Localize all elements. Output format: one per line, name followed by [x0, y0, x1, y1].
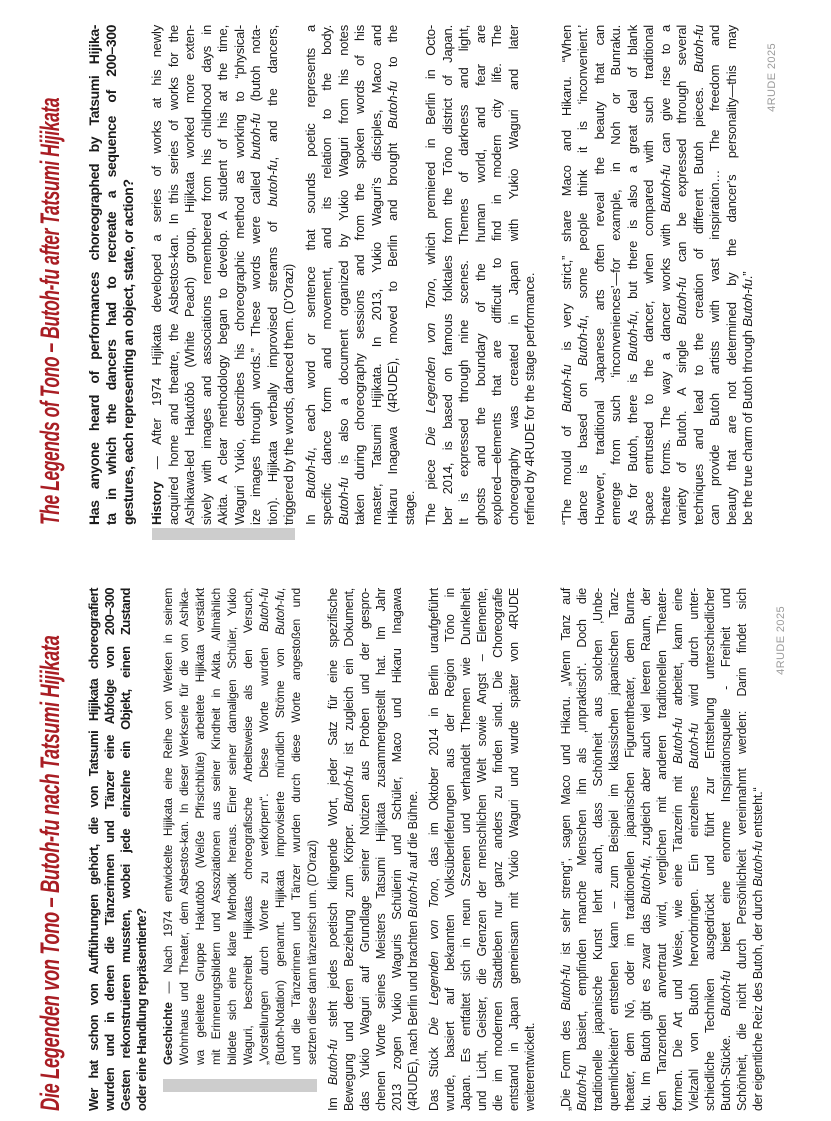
- text-line: can provide Butoh artists with vast inspiration… The freedom and: [707, 25, 722, 525]
- text-line: Waguri, beschreibt Hijikatas choreografische Arbeitsweise als den Versuch,: [241, 588, 255, 1065]
- text-line: Japan. Es entfaltet sich in neun Szenen und verhandelt Themen wie Dunkelheit: [459, 588, 473, 1111]
- text-line: formen. Die Art und Weise, wie eine Tänzerin mit Butoh-fu arbeitet, kann eine: [671, 588, 685, 1111]
- text-line: (4RUDE), nach Berlin und brachten Butoh-fu auf die Bühne.: [406, 790, 420, 1111]
- text-line: As for Butoh, there is Butoh-fu, but there is also a great deal of blank: [624, 25, 640, 525]
- text-line: History — After 1974 Hijikata developed a series of works at his newly: [149, 25, 164, 525]
- body-paragraphs-english: [149, 25, 757, 525]
- text-line: triggered by the words, danced them. (D’Orazi): [281, 263, 296, 525]
- text-line: Das Stück Die Legenden von Tono, das im Oktober 2014 in Berlin uraufgeführt: [427, 588, 441, 1111]
- text-line: oder eine Handlung repräsentierte?: [134, 908, 149, 1111]
- footer-mark-english: 4RUDE 2025: [765, 43, 778, 112]
- text-line: 2013 zogen Yukio Waguris Schülerin und Schüler, Maco und Hikaru Inagawa: [390, 588, 404, 1111]
- article-title-english: [30, 25, 70, 525]
- text-line: chenen Worte seines Meisters Tatsumi Hijikata zusammengestellt hat. Im Jahr: [374, 588, 388, 1111]
- text-line: die im modernen Stadtleben nur ganz anders zu finden sind. Die Choreografie: [491, 588, 505, 1111]
- text-line: Gesten rekonstruieren mussten, wobei jede einzelne ein Objekt, einen Zustand: [118, 588, 133, 1111]
- text-line: dance is based on Butoh-fu, some people think it is ‘inconvenient.’: [575, 25, 590, 525]
- margin-bar: [152, 528, 295, 540]
- text-line: acquired home and theatre, the Asbestos-kan. In this series of works for the: [165, 25, 181, 525]
- text-line: und Licht, Geister, die Grenzen der menschlichen Welt sowie Angst – Elemente,: [475, 588, 489, 1111]
- text-line: It is expressed through nine scenes. Themes of darkness and light,: [456, 25, 471, 525]
- text-line: Has anyone heard of performances choreographed by Tatsumi Hijika-: [86, 25, 102, 525]
- text-line: Vielzahl von Butoh hervorbringen. Ein einzelnes Butoh-fu wird durch unter-: [687, 588, 701, 1111]
- paragraph-history: [149, 25, 298, 525]
- text-line: Geschichte — Nach 1974 entwickelte Hijikata eine Reihe von Werken in seinem: [161, 588, 175, 1065]
- text-line: tion). Hijikata verbally improvised streams of butoh-fu, and the dancers,: [264, 25, 280, 525]
- text-line: der eigentliche Reiz des Butoh, der durch Butoh-fu entsteht.“: [751, 787, 765, 1111]
- text-line: weiterentwickelt.: [523, 1022, 537, 1111]
- text-line: Butoh-fu is also a document organized by Yukio Waguri from his notes: [335, 25, 351, 525]
- text-line: Waguri Yukio, describes his choreographic method as working to “physical-: [231, 25, 247, 525]
- paragraph-das-stueck: [426, 588, 538, 1111]
- text-line: Hikaru Inagawa (4RUDE), moved to Berlin and brought Butoh-fu to the: [385, 25, 400, 525]
- article-german: [0, 588, 787, 1111]
- text-line: wurde, basiert auf bekannten Volksüberlieferungen aus der Region Tōno in: [443, 588, 457, 1111]
- text-line: setzten diese dann tänzerisch um. (D’Orazi): [305, 840, 319, 1065]
- text-line: gestures, each representing an object, state, or action?: [120, 179, 136, 525]
- text-line: „Die Form des Butoh-fu ist sehr streng“, sagen Maco und Hikaru. „Wenn Tanz auf: [559, 588, 573, 1111]
- text-line: explored—elements that are difficult to find in modern city life. The: [489, 25, 504, 525]
- body-paragraphs-german: [160, 588, 766, 1111]
- text-line: Im Butoh-fu steht jedes poetisch klingende Wort, jeder Satz für eine spezifische: [326, 588, 340, 1111]
- text-line: Butoh-Stücke. Butoh-fu bietet eine enorme Inspirationsquelle - Freiheit und: [719, 588, 733, 1111]
- paragraph-in-butoh-fu: [303, 25, 419, 525]
- text-line: Ashikawa-led Hakutōbō (White Peach) group, Hijikata worked more exten-: [182, 25, 197, 525]
- text-line: refined by 4RUDE for the stage performance.: [522, 272, 537, 525]
- footer-mark-german: 4RUDE 2025: [775, 606, 787, 675]
- paragraph-im-butoh-fu: [325, 588, 421, 1111]
- text-line: (Butoh-Notation) genannt. Hijikata improvisierte mündlich Ströme von Butoh-fu,: [273, 588, 287, 1065]
- text-line: bildete sich eine klare Methodik heraus. Einer seiner damaligen Schüler, Yukio: [225, 588, 239, 1065]
- text-line: choreography was created in Japan with Yukio Waguri and later: [505, 25, 521, 525]
- article-title-german: [30, 588, 70, 1111]
- text-line: traditionelle japanische Kunst lehrt auch, dass Schönheit aus solchen ‚Unbe-: [591, 588, 605, 1111]
- text-line: The piece Die Legenden von Tono, which premiered in Berlin in Octo-: [423, 24, 438, 525]
- text-line: ku. Im Butoh gibt es zwar das Butoh-fu, zugleich aber auch viel leeren Raum, der: [639, 588, 653, 1111]
- text-line: mit Erinnerungsbildern und Assoziationen aus seiner Kindheit in Akita. Allmählich: [209, 588, 223, 1065]
- text-line: Bewegung und deren Beziehung zum Körper. Butoh-fu ist zugleich ein Dokument,: [342, 588, 356, 1111]
- title-text: Die Legenden von Tono – Butoh-fu nach Tatsumi Hijikata: [35, 635, 65, 1111]
- text-line: theatre forms. The way a dancer works with Butoh-fu can give rise to a: [657, 25, 673, 525]
- text-line: stage.: [401, 490, 417, 525]
- text-line: wurden und in denen die Tänzerinnen und Tänzer eine Abfolge von 200–300: [102, 588, 117, 1111]
- text-line: beauty that are not determined by the dancer’s personality—this may: [723, 25, 739, 525]
- text-line: Wohnhaus und Theater, dem Asbestos-kan. In dieser Werkserie für die von Ashika-: [177, 588, 191, 1065]
- text-line: However, traditional Japanese arts often reveal the beauty that can: [591, 25, 607, 525]
- text-line: wa geleitete Gruppe Hakutōbō (Weiße Pfirsichblüte) arbeitete Hijikata verstärkt: [193, 588, 207, 1065]
- text-line: Akita. A clear methodology began to develop. A student of his at the time,: [215, 25, 230, 525]
- text-line: „Vorstellungen durch Worte zu verkörpern“. Diese Worte wurden Butoh-fu: [257, 588, 271, 1065]
- text-line: techniques and lead to the creation of different Butoh pieces. Butoh-fu: [690, 25, 706, 525]
- text-line: master, Tatsumi Hijikata. In 2013, Yukio Waguri’s disciples, Maco and: [368, 25, 384, 525]
- text-line: variety of Butoh. A single Butoh-fu can be expressed through several: [674, 24, 689, 525]
- text-line: ghosts and the boundary of the human world, and fear are: [472, 25, 488, 525]
- text-line: “The mould of Butoh-fu is very strict,” share Maco and Hikaru. “When: [558, 24, 574, 525]
- text-line: space entrusted to the dancer, when compared with such traditional: [641, 25, 656, 525]
- text-line: entstand in Japan gemeinsam mit Yukio Waguri und wurde später von 4RUDE: [507, 588, 521, 1111]
- text-line: ber 2014, is based on famous folktales from the Tōno district of Japan.: [439, 25, 455, 525]
- text-line: quemlichkeiten‘ entstehen kann – zum Beispiel im klassischen japanischen Tanz-: [607, 588, 621, 1111]
- margin-bar: [163, 1079, 317, 1092]
- text-line: taken during choreography sessions and from the spoken words of his: [352, 25, 367, 525]
- title-text: The Legends of Tono – Butoh-fu after Tatsumi Hijikata: [35, 97, 65, 525]
- text-line: sively with images and associations remembered from his childhood days in: [198, 25, 214, 525]
- paragraph-quote: [559, 25, 757, 525]
- text-line: ta in which the dancers had to recreate a sequence of 200–300: [103, 25, 119, 525]
- text-line: emerge from such ‘inconveniences’—for example, in Noh or Bunraku.: [608, 25, 623, 525]
- text-line: specific dance form and movement, and its relation to the body.: [319, 25, 334, 525]
- paragraph-zitat: [558, 588, 766, 1111]
- text-line: theater, dem Nō, oder im traditionellen japanischen Figurentheater, dem Bunra-: [623, 588, 637, 1111]
- text-line: Wer hat schon von Aufführungen gehört, die von Tatsumi Hijikata choreografiert: [86, 588, 101, 1111]
- text-line: In Butoh-fu, each word or sentence that sounds poetic represents a: [302, 24, 318, 525]
- article-english: [0, 25, 778, 525]
- text-line: das Yukio Waguri auf Grundlage seiner Notizen aus Proben und der gespro-: [358, 588, 372, 1111]
- text-line: be the true charm of Butoh through Butoh-fu.”: [740, 271, 755, 525]
- text-line: ize images through words.” These words were called butoh-fu (butoh nota-: [248, 25, 263, 525]
- intro-paragraph-english: [86, 25, 137, 525]
- text-line: Butoh-fu basiert, empfinden manche Menschen ihn als ‚unpraktisch‘. Doch die: [575, 588, 589, 1111]
- paragraph-the-piece: [423, 25, 539, 525]
- text-line: schiedliche Techniken ausgedrückt und führt zur Entstehung unterschiedlicher: [703, 588, 717, 1111]
- text-line: den Tanzenden anvertraut wird, verglichen mit anderen traditionellen Theater-: [655, 588, 669, 1111]
- text-line: und die Tänzerinnen und Tänzer wurden durch diese Worte angestoßen und: [289, 588, 303, 1065]
- paragraph-geschichte: [160, 588, 320, 1111]
- text-line: Schönheit, die nicht durch Persönlichkeit vereinnahmt werden: Darin findet sich: [735, 588, 749, 1111]
- intro-paragraph-german: [86, 588, 150, 1111]
